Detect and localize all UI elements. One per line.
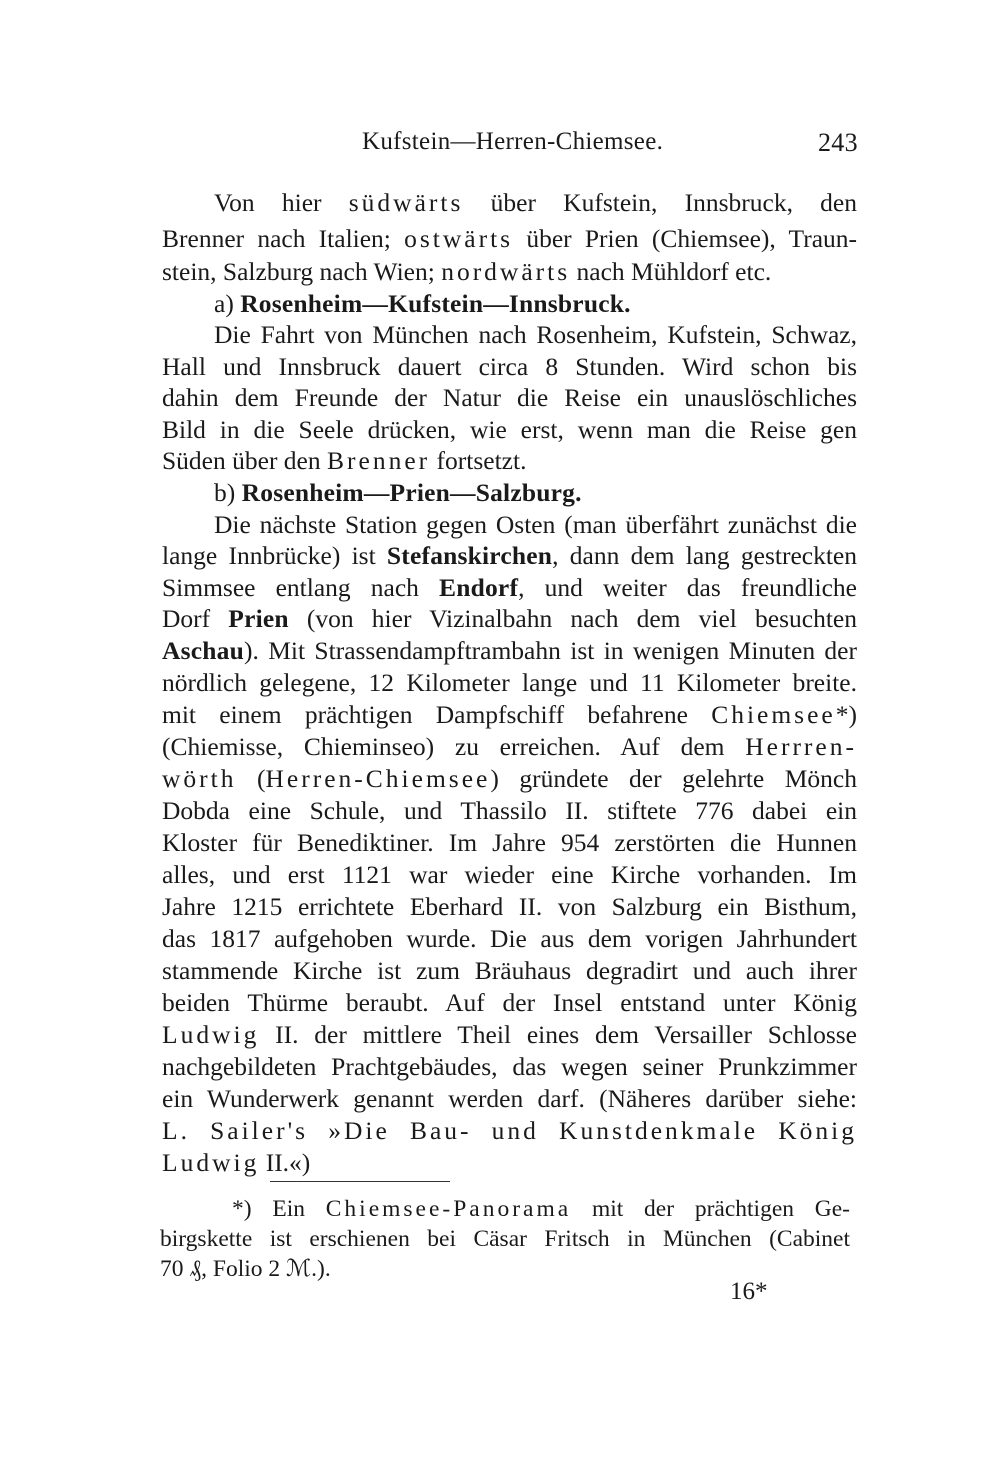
text-line: Bild in die Seele drücken, wie erst, wenn man die Reise gen [162, 415, 857, 444]
text-line: Ludwig II.«) [162, 1148, 311, 1177]
text-line: Simmsee entlang nach Endorf, und weiter das freundliche [162, 573, 857, 602]
text-line: Ludwig II. der mittlere Theil eines dem Versailler Schlosse [162, 1020, 857, 1049]
text-line: Aschau). Mit Strassendampftrambahn ist in wenigen Minuten der [162, 636, 857, 665]
text-line: Dobda eine Schule, und Thassilo II. stiftete 776 dabei ein [162, 796, 857, 825]
text-line: dahin dem Freunde der Natur die Reise ein unauslöschliches [162, 383, 857, 412]
text-line: mit einem prächtigen Dampfschiff befahrene Chiemsee*) [162, 700, 857, 729]
section-heading: b) Rosenheim—Prien—Salzburg. [214, 478, 582, 507]
text-line: alles, und erst 1121 war wieder eine Kirche vorhanden. Im [162, 860, 857, 889]
text-line: ein Wunderwerk genannt werden darf. (Näheres darüber siehe: [162, 1084, 857, 1113]
footnote-line: *) Ein Chiemsee-Panorama mit der prächtigen Ge- [232, 1196, 850, 1222]
page-number: 243 [818, 128, 858, 157]
running-title: Kufstein—Herren-Chiemsee. [362, 128, 664, 155]
text-line: stammende Kirche ist zum Bräuhaus degradirt und auch ihrer [162, 956, 857, 985]
section-heading: a) Rosenheim—Kufstein—Innsbruck. [214, 289, 631, 318]
text-line: stein, Salzburg nach Wien; nordwärts nach Mühldorf etc. [162, 257, 772, 286]
text-line: Süden über den Brenner fortsetzt. [162, 446, 527, 475]
text-line: Von hier südwärts über Kufstein, Innsbruck, den [214, 188, 857, 217]
text-line: Die nächste Station gegen Osten (man überfährt zunächst die [214, 510, 857, 539]
signature-mark: 16* [730, 1278, 768, 1305]
text-line: Jahre 1215 errichtete Eberhard II. von Salzburg ein Bisthum, [162, 892, 857, 921]
text-line: nördlich gelegene, 12 Kilometer lange und 11 Kilometer breite. [162, 668, 857, 697]
text-line: beiden Thürme beraubt. Auf der Insel entstand unter König [162, 988, 857, 1017]
text-line: Hall und Innsbruck dauert circa 8 Stunden. Wird schon bis [162, 352, 857, 381]
running-head [0, 128, 1000, 168]
text-line: Dorf Prien (von hier Vizinalbahn nach dem viel besuchten [162, 604, 857, 633]
text-line: Kloster für Benediktiner. Im Jahre 954 zerstörten die Hunnen [162, 828, 857, 857]
text-line: L. Sailer's »Die Bau- und Kunstdenkmale König [162, 1116, 857, 1145]
text-line: (Chiemisse, Chieminseo) zu erreichen. Auf dem Herrren- [162, 732, 857, 761]
text-line: nachgebildeten Prachtgebäudes, das wegen seiner Prunkzimmer [162, 1052, 857, 1081]
text-line: das 1817 aufgehoben wurde. Die aus dem vorigen Jahrhundert [162, 924, 857, 953]
footnote-line: birgskette ist erschienen bei Cäsar Fritsch in München (Cabinet [160, 1226, 850, 1252]
footnote-line: 70 ₰, Folio 2 ℳ.). [160, 1256, 331, 1282]
text-line: Brenner nach Italien; ostwärts über Prien (Chiemsee), Traun- [162, 224, 858, 253]
footnote-rule [270, 1181, 450, 1182]
text-line: Die Fahrt von München nach Rosenheim, Kufstein, Schwaz, [214, 320, 857, 349]
text-line: lange Innbrücke) ist Stefanskirchen, dann dem lang gestreckten [162, 541, 857, 570]
text-line: wörth (Herren-Chiemsee) gründete der gelehrte Mönch [162, 764, 857, 793]
